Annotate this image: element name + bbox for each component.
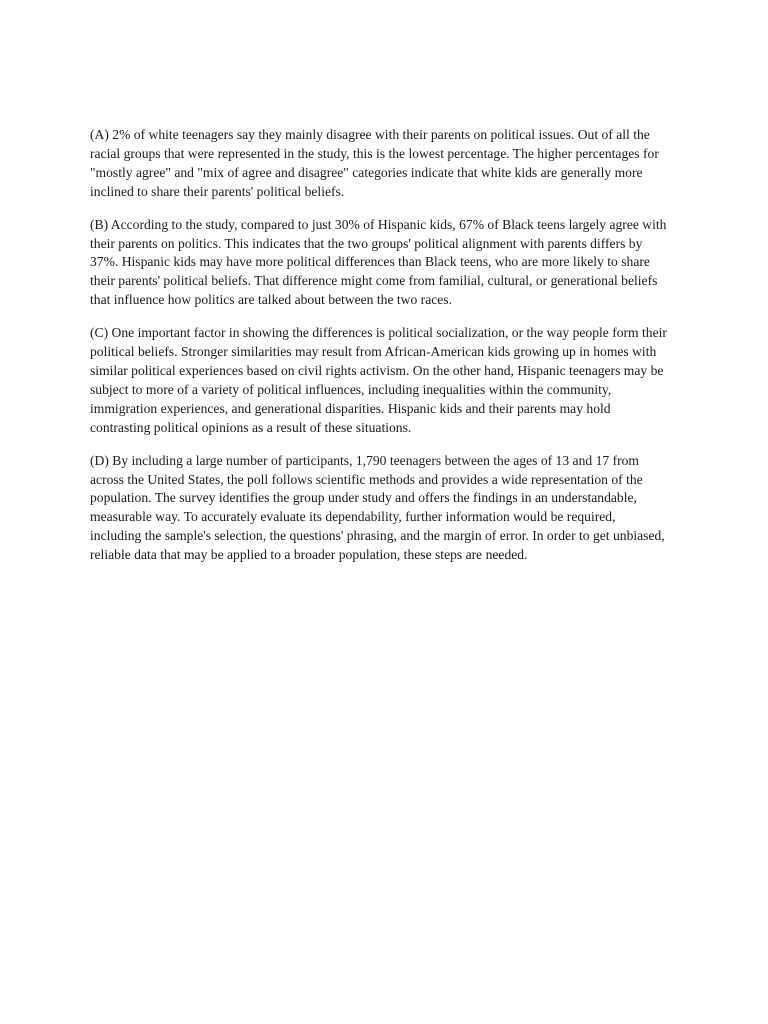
- paragraph-line: including the sample's selection, the questions' phrasing, and the margin of error. In order to get unbiased,: [90, 528, 665, 544]
- paragraph-line: measurable way. To accurately evaluate its dependability, further information would be required,: [90, 509, 616, 525]
- paragraph-d: [90, 452, 690, 565]
- paragraph-line: contrasting political opinions as a result of these situations.: [90, 419, 412, 435]
- paragraph-a: [90, 126, 690, 202]
- paragraph-line: (A) 2% of white teenagers say they mainly disagree with their parents on political issues. Out of all the: [90, 127, 650, 142]
- paragraph-line: immigration experiences, and generational disparities. Hispanic kids and their parents may hold: [90, 400, 611, 416]
- paragraph-line: "mostly agree" and "mix of agree and disagree" categories indicate that white kids are generally more: [90, 164, 643, 180]
- document-body: [90, 126, 690, 579]
- paragraph-line: (D) By including a large number of participants, 1,790 teenagers between the ages of 13 and 17 from: [90, 452, 639, 468]
- paragraph-line: (B) According to the study, compared to just 30% of Hispanic kids, 67% of Black teens largely agree with: [90, 216, 667, 232]
- paragraph-line: (C) One important factor in showing the differences is political socialization, or the way people form their: [90, 325, 667, 341]
- paragraph-line: reliable data that may be applied to a broader population, these steps are needed.: [90, 547, 528, 563]
- paragraph-line: their parents on politics. This indicates that the two groups' political alignment with parents differs by: [90, 235, 643, 251]
- paragraph-line: inclined to share their parents' political beliefs.: [90, 183, 345, 199]
- paragraph-line: across the United States, the poll follows scientific methods and provides a wide representation of the: [90, 471, 643, 487]
- paragraph-b: [90, 216, 690, 311]
- paragraph-line: political beliefs. Stronger similarities may result from African-American kids growing up in homes with: [90, 344, 657, 360]
- paragraph-c: [90, 324, 690, 437]
- paragraph-line: population. The survey identifies the group under study and offers the findings in an understandable,: [90, 490, 637, 506]
- paragraph-line: racial groups that were represented in the study, this is the lowest percentage. The higher percentages for: [90, 145, 659, 161]
- paragraph-line: similar political experiences based on civil rights activism. On the other hand, Hispanic teenagers may be: [90, 362, 664, 378]
- paragraph-line: subject to more of a variety of political influences, including inequalities within the community,: [90, 381, 612, 397]
- paragraph-line: that influence how politics are talked about between the two races.: [90, 292, 452, 308]
- paragraph-line: their parents' political beliefs. That difference might come from familial, cultural, or generational beliefs: [90, 273, 658, 289]
- paragraph-line: 37%. Hispanic kids may have more political differences than Black teens, who are more likely to share: [90, 254, 650, 270]
